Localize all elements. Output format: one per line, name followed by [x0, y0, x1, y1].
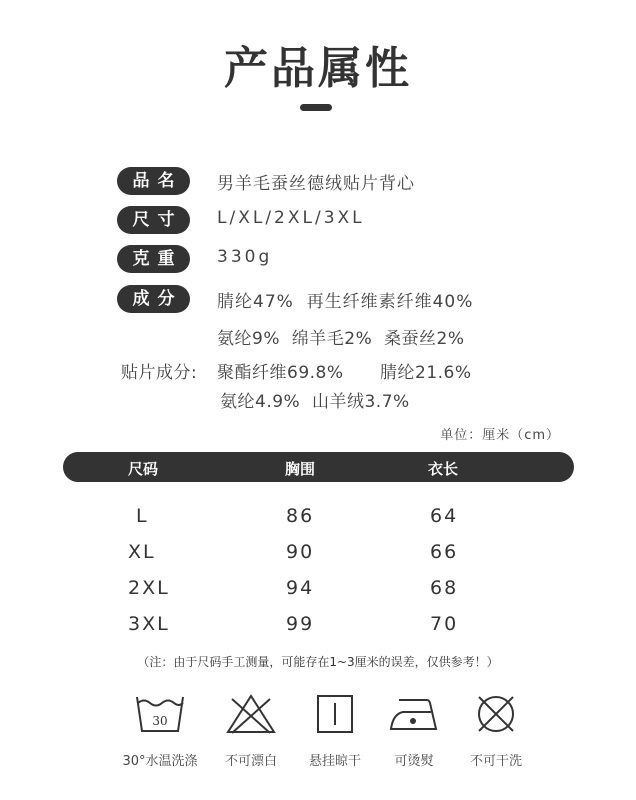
- patch-composition-line-2: 氨纶4.9% 山羊绒3.7%: [220, 392, 410, 412]
- care-label-iron: 可烫熨: [394, 754, 434, 769]
- patch-composition-a: 聚酯纤维69.8%: [217, 363, 344, 383]
- cell-chest: 99: [286, 613, 315, 635]
- care-label-hang-dry: 悬挂晾干: [308, 754, 361, 769]
- header-chest: 胸围: [285, 460, 316, 478]
- cell-length: 64: [430, 505, 459, 527]
- no-bleach-icon: [226, 694, 276, 734]
- care-label-no-dry-clean: 不可干洗: [469, 754, 522, 769]
- cell-length: 68: [430, 577, 459, 599]
- page-title: 产品属性: [224, 43, 412, 94]
- wash-30-icon: [135, 694, 185, 734]
- attr-composition-value: 腈纶47% 再生纤维素纤维40%: [217, 292, 474, 312]
- cell-length: 70: [430, 613, 459, 635]
- attr-composition-label: 成分: [117, 285, 190, 313]
- title-underline: [300, 104, 332, 111]
- cell-size: 3XL: [128, 613, 170, 635]
- attr-name-value: 男羊毛蚕丝德绒贴片背心: [217, 174, 415, 194]
- wash-temp-text: 30: [152, 714, 168, 728]
- cell-length: 66: [430, 541, 459, 563]
- attr-weight-value: 330g: [217, 247, 273, 267]
- care-label-no-bleach: 不可漂白: [224, 754, 277, 769]
- care-label-wash: 30°水温洗涤: [122, 754, 198, 769]
- composition-line-2: 氨纶9% 绵羊毛2% 桑蚕丝2%: [217, 329, 465, 349]
- attr-size-value: L/XL/2XL/3XL: [217, 208, 365, 228]
- header-size: 尺码: [128, 460, 159, 478]
- patch-composition-b: 腈纶21.6%: [380, 363, 472, 383]
- attr-size-label: 尺寸: [117, 206, 190, 234]
- cell-chest: 86: [286, 505, 315, 527]
- cell-size: 2XL: [128, 577, 170, 599]
- size-table-header: [63, 452, 574, 482]
- cell-size: XL: [128, 541, 156, 563]
- header-length: 衣长: [428, 460, 459, 478]
- attr-name-label: 品名: [117, 167, 190, 195]
- measurement-footnote: （注：由于尺码手工测量，可能存在1~3厘米的误差，仅供参考！）: [137, 655, 499, 669]
- no-dry-clean-icon: [471, 694, 521, 734]
- iron-icon: [389, 694, 439, 734]
- unit-note: 单位：厘米（cm）: [440, 428, 560, 443]
- cell-size: L: [136, 505, 149, 527]
- attr-weight-label: 克重: [117, 245, 190, 273]
- patch-label: 贴片成分:: [121, 363, 198, 383]
- cell-chest: 94: [286, 577, 315, 599]
- cell-chest: 90: [286, 541, 315, 563]
- hang-dry-icon: [310, 694, 360, 734]
